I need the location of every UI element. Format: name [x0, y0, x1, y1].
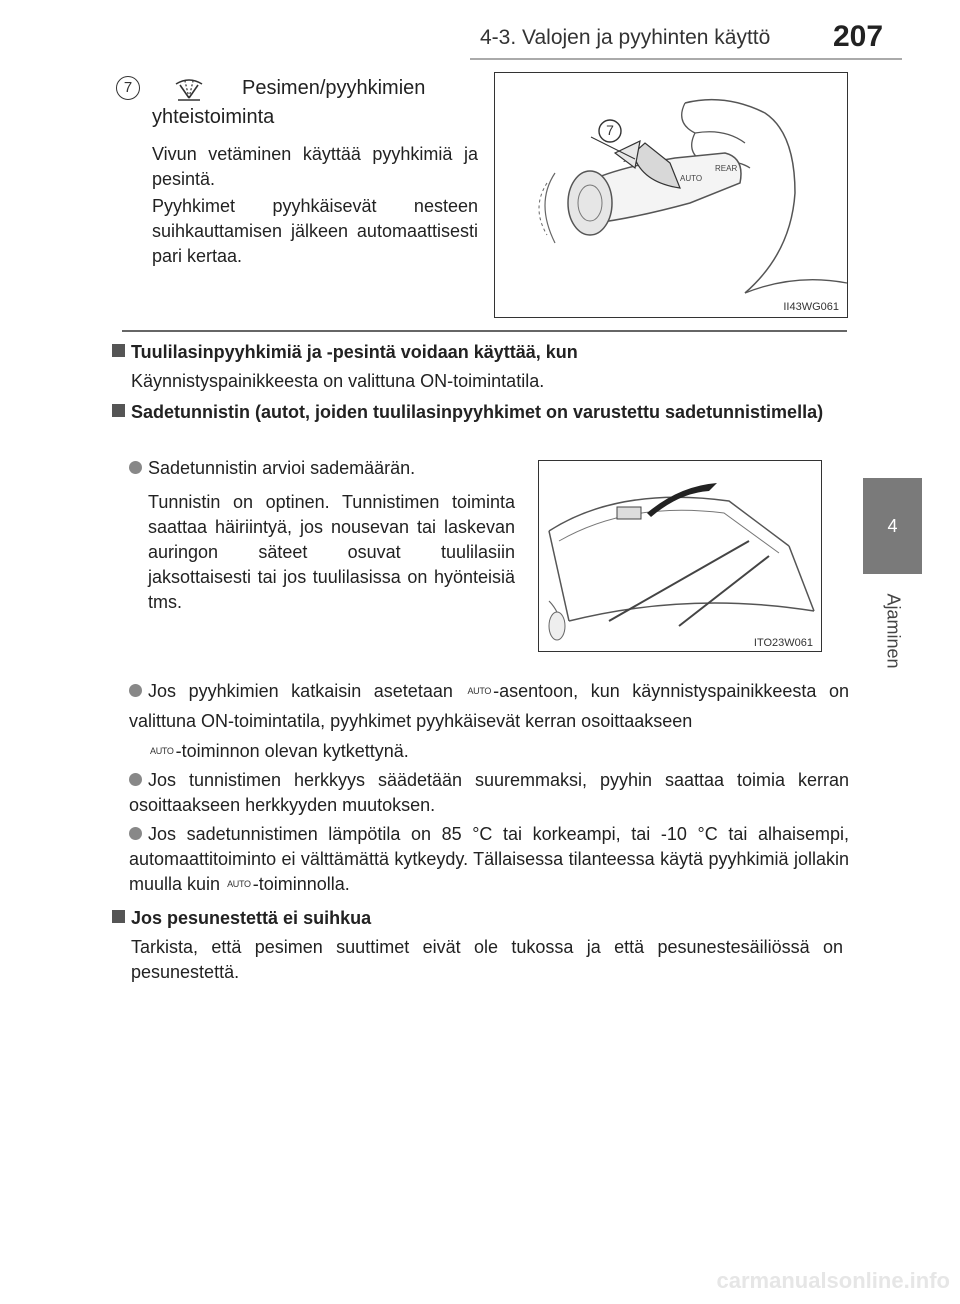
auto-icon: AUTO [467, 686, 492, 696]
section3-heading-text: Jos pesunestettä ei suihkua [131, 908, 372, 928]
rain-sensor-figure [538, 460, 822, 652]
bullet1-lead-text: Sadetunnistin arvioi sademäärän. [148, 458, 416, 478]
bullet2-part-a: Jos pyyhkimien katkaisin asetetaan [148, 681, 453, 701]
bullet2-part-b: -asentoon, kun käynnistyspainikkeesta on valittuna ON-toimintatila, pyyhkimet pyyhkäisevät kerran osoittaakseen [129, 681, 849, 731]
section-divider [122, 330, 847, 332]
section1-heading [112, 340, 852, 365]
section3-heading [112, 906, 852, 931]
section2-bullet1-text: Tunnistin on optinen. Tunnistimen toiminta saattaa häiriintyä, jos nousevan tai laskevan auringon säteet osuvat tuulilasiin jaksottaisesti tai jos tuulilasissa on hyönteisiä tms. [148, 492, 515, 612]
round-bullet-icon [129, 827, 142, 840]
section2-bullet2-cont [148, 736, 848, 766]
section-title: 4-3. Valojen ja pyyhinten käyttö [480, 26, 771, 49]
chapter-label [872, 576, 914, 686]
item-para2: Pyyhkimet pyyhkäisevät nesteen suihkauttamisen jälkeen automaattisesti pari kertaa. [152, 196, 478, 266]
auto-icon: AUTO [227, 879, 251, 889]
chapter-tab: 4 [863, 478, 922, 574]
figure-code: ITO23W061 [753, 637, 813, 649]
section2-heading [112, 400, 850, 425]
figure-callout-number: 7 [606, 122, 614, 138]
section2-bullet1-lead [129, 456, 519, 481]
figure-code: II43WG061 [783, 301, 839, 313]
wiper-lever-figure [494, 72, 848, 318]
bullet4-part-b: -toiminnolla. [252, 874, 350, 894]
page-number: 207 [833, 20, 884, 53]
square-bullet-icon [112, 910, 125, 923]
bullet4-part-a: Jos sadetunnistimen lämpötila on 85 °C tai korkeampi, tai -10 °C tai alhaisempi, automaattitoiminto ei välttämättä kytkeydy. Tällaisessa tilanteessa käytä pyyhkimiä jollakin muulla kuin [129, 824, 849, 894]
round-bullet-icon [129, 773, 142, 786]
item-title-line1: Pesimen/pyyhkimien [242, 77, 426, 99]
item-number-badge: 7 [116, 76, 140, 100]
section2-bullet2 [129, 676, 849, 736]
round-bullet-icon [129, 684, 142, 697]
header-rule [470, 58, 902, 60]
svg-text:AUTO: AUTO [680, 174, 703, 183]
square-bullet-icon [112, 404, 125, 417]
watermark: carmanualsonline.info [716, 1268, 950, 1293]
item-title-line2: yhteistoiminta [152, 106, 275, 128]
item-para1: Vivun vetäminen käyttää pyyhkimiä ja pesintä. [152, 144, 478, 189]
svg-text:REAR: REAR [715, 164, 738, 173]
square-bullet-icon [112, 344, 125, 357]
bullet2-part-c: -toiminnon olevan kytkettynä. [175, 741, 409, 761]
section2-bullet3 [129, 768, 849, 818]
section3-text: Tarkista, että pesimen suuttimet eivät ole tukossa ja että pesunestesäiliössä on pesunestettä. [131, 937, 843, 982]
section2-heading-text: Sadetunnistin (autot, joiden tuulilasinpyyhkimet on varustettu sadetunnistimella) [131, 402, 824, 422]
bullet3-text: Jos tunnistimen herkkyys säädetään suuremmaksi, pyyhin saattaa toimia kerran osoittaakseen herkkyyden muutoksen. [129, 770, 849, 815]
section1-text: Käynnistyspainikkeesta on valittuna ON-toimintatila. [131, 371, 545, 391]
round-bullet-icon [129, 461, 142, 474]
auto-icon: AUTO [150, 746, 174, 756]
section2-bullet4 [129, 822, 849, 897]
chapter-label-text: Ajaminen [883, 593, 904, 669]
section1-heading-text: Tuulilasinpyyhkimiä ja -pesintä voidaan käyttää, kun [131, 342, 578, 362]
